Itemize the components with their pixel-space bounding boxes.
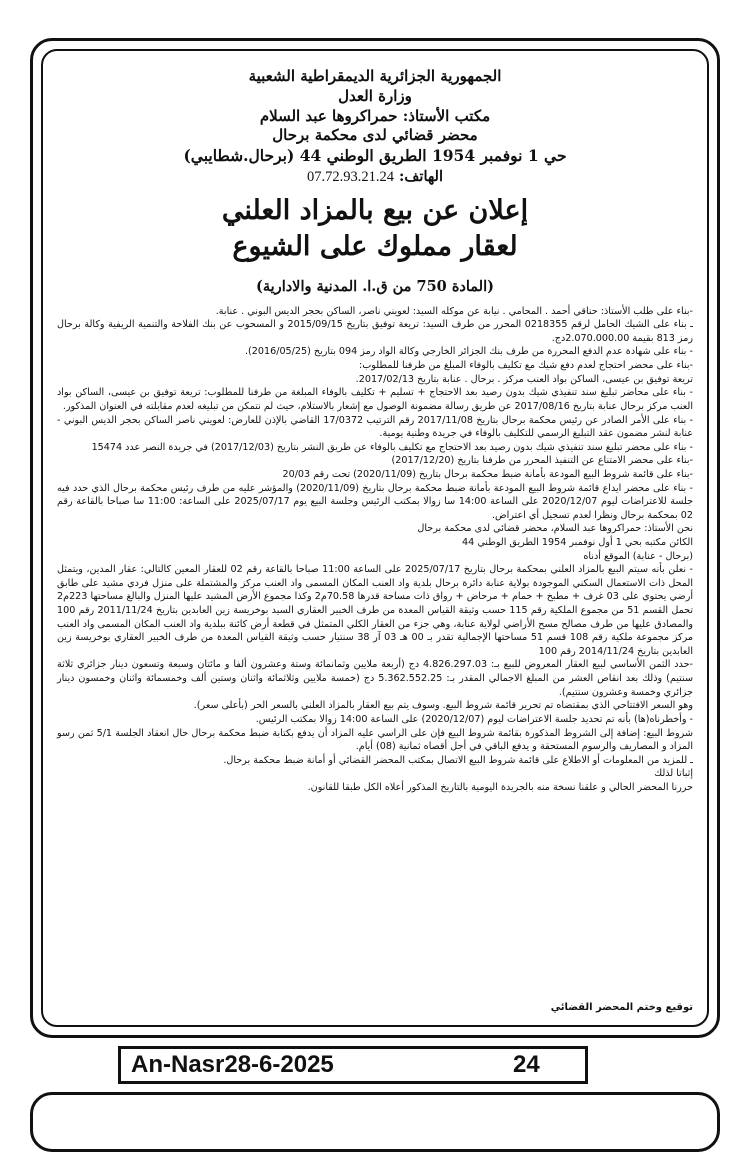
signature-line: توقيع وختم المحضر القضائي: [550, 1002, 693, 1013]
notice-title-line-1: إعلان عن بيع بالمزاد العلني: [221, 194, 529, 226]
notice-header: [57, 67, 693, 187]
notice-paragraph: وهو السعر الافتتاحي الذي بمقتضاه تم تحرير قائمة شروط البيع. وسوف يتم بيع العقار بالمزاد العلني بالسعر الحر (بأعلى سعر).: [193, 700, 693, 712]
office-address: حي 1 نوفمبر 1954 الطريق الوطني 44 (برحال.شطايبي): [183, 146, 567, 166]
notice-paragraph: ـ للمزيد من المعلومات أو الاطلاع على قائمة شروط البيع الاتصال بمكتب المحضر القضائي أو أمانة ضبط محكمة برحال.: [223, 754, 693, 766]
office-name: مكتب الأستاذ: حمراكروها عبد السلام: [259, 106, 491, 125]
publication-footer: [118, 1046, 588, 1084]
legal-article: (المادة 750 من ق.ا. المدنية والادارية): [256, 277, 494, 295]
notice-paragraph: - بناء على محضر تبليغ سند تنفيذي شيك بدون رصيد بعد الاحتجاج مع تكليف بالوفاء عن طريق النشر بتاريخ (2017/12/03) في جريدة النصر عدد 15474: [91, 441, 693, 453]
publication-name-date: An-Nasr28-6-2025: [131, 1051, 334, 1078]
page-number: 24: [513, 1051, 540, 1078]
notice-title: [57, 193, 693, 266]
notice-paragraph: ـ بناء على الشيك الحامل لرقم 0218355 المحرر من طرف السيد: تريعة توفيق بتاريخ 2015/09/15 و المسحوب عن بنك الفلاحة والتنمية الريفية وكالة برحال رمز 813 بقيمة 2.070.000.00دج.: [57, 319, 693, 344]
notice-paragraph: - نعلن بأنه سيتم البيع بالمزاد العلني بمحكمة برحال بتاريخ 2025/07/17 على الساعة 11:00 صباحا بالقاعة رقم 02 للعقار المعين كالتالي: عقار المدين، ويتمثل المحل ذات الاستعمال السكني الموجودة بولاية عنابة دائرة برحال بلدية واد العنب المكان المسمى واد العنب مركز والمشتملة على منزل فردي مشيد على طابق أرضي يحتوي على 03 غرف + مطبخ + حمام + مرحاض + رواق ذات مساحة قدرها 70.58م2 وكذا مجموع الأرض المشيد عليها المنزل والبالغ مساحتها 223م2 تحمل القسم 51 من مجموع الملكية رقم 115 حسب وثيقة القياس المعدة من طرف الخبير العقاري السيد بوخريسة زين العابدين بتاريخ 2011/11/24 رقم 100 والمصادق عليها من طرف مصالح مسح الأراضي لولاية عنابة، وهي جزء من العقار الكلي المتمثل في قطعة أرض كائنة ببلدية واد العنب المكان المسمى واد العنب مركز مجموعة ملكية رقم 108 قسم 51 مساحتها الإجمالية تقدر بـ 00 هـ 03 آر 38 سنتيار حسب وثيقة القياس المعدة من طرف الخبير العقاري بوخريسة زين العابدين بتاريخ 2014/11/24 رقم 100: [57, 564, 694, 657]
ministry-name: وزارة العدل: [338, 86, 412, 105]
notice-body: [57, 305, 693, 795]
notice-paragraph: شروط البيع: إضافة إلى الشروط المذكورة بقائمة شروط البيع فإن على الراسي عليه المزاد أن يدفع بكتابة ضبط محكمة برحال حال انعقاد الجلسة 5/1 ثمن رسو المزاد و المصاريف والرسوم المستحقة و يدفع الباقي في أجل أقصاه ثمانية (08) أيام.: [57, 727, 693, 753]
notice-title-line-2: لعقار مملوك على الشيوع: [232, 231, 518, 263]
phone-label: الهاتف:: [399, 167, 443, 185]
republic-name: الجمهورية الجزائرية الديمقراطية الشعبية: [248, 67, 502, 85]
notice-paragraph: إثباتا لذلك: [654, 768, 693, 780]
notice-paragraph: - بناء على محاضر تبليغ سند تنفيذي شيك بدون رصيد بعد الاحتجاج + تسليم + تكليف بالوفاء المبلغة من طرفنا للمطلوب: تريعة توفيق بن عيسى، الساكن بواد العنب مركز برحال عنابة بتاريخ 2017/08/16 عن طريق رسالة مضمونة الوصول مع إشعار بالاستلام، حيث لم نتمكن من تبليغه لعدم مقابلته في العنوان المذكور.: [57, 387, 693, 412]
notice-paragraph: - بناء على شهادة عدم الدفع المحررة من طرف بنك الجزائر الخارجي وكالة الواد رمز 094 بتاريخ (2016/05/25).: [245, 346, 693, 358]
notice-paragraph: نحن الأستاذ: حمراكروها عبد السلام، محضر قضائي لدى محكمة برحال: [417, 523, 693, 535]
notice-paragraph: -حدد الثمن الأساسي لبيع العقار المعروض للبيع بـ: 4.826.297.03 دج (أربعة ملايين وثمانمائة وستة وعشرون ألفا و مائتان وسبعة وتسعون دينار جزائري ثلاثة سنتيم) وذلك بعد انقاص العشر من المبلغ الاجمالي المقدر بـ: 5.362.552.25 دج (خمسة ملايين وثلاثمائة واثنان وستين ألف وخمسمائة واثنان وخمسون دينار جزائري وخمسة وعشرون سنتيم).: [57, 659, 693, 698]
notice-paragraph: تريعة توفيق بن عيسى، الساكن بواد العنب مركز . برحال . عنابة بتاريخ 2017/02/13.: [355, 373, 693, 385]
next-notice-frame: [30, 1092, 720, 1152]
notice-paragraph: حررنا المحضر الحالي و علقنا نسخة منه بالجريدة اليومية بالتاريخ المذكور أعلاه الكل طبقا للقانون.: [307, 781, 693, 793]
notice-paragraph: (برحال - عنابة) الموقع أدناه: [583, 550, 693, 562]
notice-paragraph: - بناء على محضر ايداع قائمة شروط البيع المودعة بأمانة ضبط محكمة برحال بتاريخ (2020/11/09) والمؤشر عليه من طرف رئيس محكمة برحال الذي حدد فيه جلسة للاعتراضات ليوم 2020/12/07 على الساعة 14:00 سا زوالا بمكتب الرئيس وجلسة البيع يوم 2025/07/17 على الساعة: 11:00 سا صباحا بالقاعة رقم 02 بمحكمة برحال ونظرا لعدم تسجيل أي اعتراض.: [57, 482, 694, 521]
notice-paragraph: -بناء على محضر الامتناع عن التنفيذ المحرر من طرفنا بتاريخ (2017/12/20): [391, 455, 693, 467]
notice-paragraph: -بناء على قائمة شروط البيع المودعة بأمانة ضبط محكمة برحال بتاريخ (2020/11/09) تحت رقم 20/03: [282, 468, 693, 480]
notice-paragraph: الكائن مكتبه بحي 1 أول نوفمبر 1954 الطريق الوطني 44: [462, 537, 693, 548]
phone-number: 07.72.93.21.24: [306, 168, 394, 185]
notice-paragraph: - بناء على الأمر الصادر عن رئيس محكمة برحال بتاريخ 2017/11/08 رقم الترتيب 17/0372 القاضي بالإذن للعارض: لعويني ناصر الساكن بحجر الديس البوني - عنابة لنشر مضمون عقد التبليغ الرسمي للتكليف بالوفاء في جريدة وطنية يومية.: [57, 414, 693, 440]
notice-paragraph: - وأخطرناه(ها) بأنه تم تحديد جلسة الاعتراضات ليوم (2020/12/07) على الساعة 14:00 زوالا بمكتب الرئيس.: [255, 713, 693, 725]
notice-paragraph: -بناء على محضر احتجاج لعدم دفع شيك مع تكليف بالوفاء المبلغ من طرفنا للمطلوب:: [359, 360, 693, 372]
notice-frame-outer: [30, 38, 720, 1038]
notice-frame-inner: [41, 49, 709, 1027]
notice-paragraph: -بناء على طلب الأستاذ: حناقي أحمد . المحامي . نيابة عن موكله السيد: لعويني ناصر، الساكن بحجر الديس البوني . عنابة.: [215, 305, 693, 317]
bailiff-title: محضر قضائي لدى محكمة برحال: [272, 126, 478, 145]
phone-line: [57, 167, 693, 187]
